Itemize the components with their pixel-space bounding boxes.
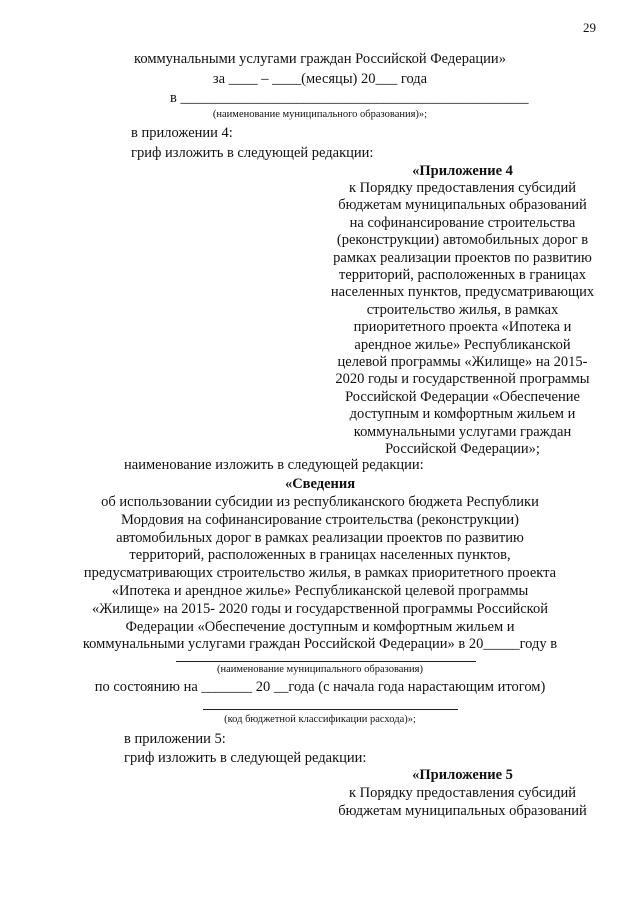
appendix-4-line: (реконструкции) автомобильных дорог в [336,232,589,249]
instruction-title: наименование изложить в следующей редакции: [124,457,424,473]
appendix-4-line: 2020 годы и государственной программы [335,371,590,388]
period-line: за ____ – ____(месяцы) 20___ года [212,71,428,87]
appendix-4-line: к Порядку предоставления субсидий [349,180,576,196]
appendix-5-line: бюджетам муниципальных образований [338,802,587,819]
appendix-4-line: Российской Федерации «Обеспечение [345,388,580,405]
appendix-4-line: доступным и комфортным жильем и [349,406,576,423]
appendix-4-line: строительство жилья, в рамках [366,301,559,318]
municipality-caption-2: (наименование муниципального образования) [216,664,424,675]
appendix-4-line: целевой программы «Жилище» на 2015- [337,354,588,370]
appendix-4-line: арендное жилье» Республиканской [354,336,571,353]
svedenia-line: «Ипотека и арендное жилье» Республиканской целевой программы [111,583,529,599]
svedenia-line: Федерации «Обеспечение доступным и комфортным жильем и [125,618,515,635]
appendix-5-title: «Приложение 5 [412,767,513,783]
appendix-4-line: рамках реализации проектов по развитию [333,249,592,266]
svedenia-line: Мордовия на софинансирование строительства (реконструкции) [121,511,519,528]
appendix-4-line: приоритетного проекта «Ипотека и [353,319,572,336]
instruction-appendix-4: в приложении 4: [131,125,233,141]
municipality-caption: (наименование муниципального образования)»; [212,109,428,120]
instruction-stamp-5: гриф изложить в следующей редакции: [124,750,367,766]
svedenia-title: «Сведения [284,476,356,492]
appendix-4-line: бюджетам муниципальных образований [338,197,587,214]
svedenia-line: предусматривающих строительство жилья, в рамках приоритетного проекта [83,565,557,582]
budget-code-rule [203,709,458,710]
appendix-4-line: коммунальными услугами граждан [353,423,572,440]
svedenia-line: об использовании субсидии из республиканского бюджета Республики [101,494,539,510]
status-line: по состоянию на _______ 20 __года (с начала года нарастающим итогом) [94,679,546,695]
budget-code-caption: (код бюджетной классификации расхода)»; [224,714,416,725]
municipality-line: в ________________________________________________ [170,90,529,106]
svedenia-line: коммунальными услугами граждан Российской Федерации» в 20_____году в [82,636,558,653]
instruction-stamp-4: гриф изложить в следующей редакции: [131,145,374,161]
appendix-4-line: населенных пунктов, предусматривающих [330,284,595,301]
appendix-5-line: к Порядку предоставления субсидий [349,785,576,801]
appendix-4-line: территорий, расположенных в границах [339,267,586,283]
header-continuation-line: коммунальными услугами граждан Российской Федерации» [134,51,506,67]
appendix-4-line: на софинансирование строительства [349,214,576,231]
svedenia-line: территорий, расположенных в границах населенных пунктов, [129,547,511,564]
appendix-4-line: Российской Федерации»; [385,441,540,457]
page-number: 29 [583,20,596,35]
appendix-4-title: «Приложение 4 [412,163,513,179]
municipality-rule [176,661,476,662]
svedenia-line: автомобильных дорог в рамках реализации проектов по развитию [116,529,524,546]
instruction-appendix-5: в приложении 5: [124,731,226,747]
svedenia-line: «Жилище» на 2015- 2020 годы и государственной программы Российской [92,600,548,617]
